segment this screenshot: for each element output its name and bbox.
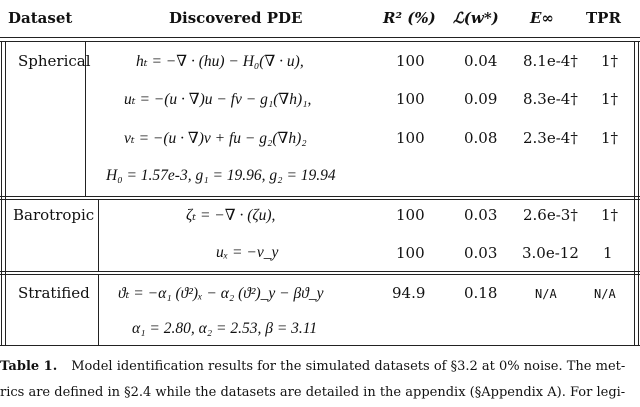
r2-stratified: 94.9 <box>392 284 426 302</box>
header-dataset: Dataset <box>8 9 73 27</box>
header-loss: ℒ(w*) <box>453 9 499 27</box>
dataset-stratified: Stratified <box>18 284 90 302</box>
header-pde: Discovered PDE <box>169 9 303 27</box>
bottom-rule <box>0 345 640 346</box>
left-border <box>1 41 2 346</box>
top-rule <box>0 37 640 38</box>
loss-spherical-v: 0.08 <box>464 129 498 147</box>
header-r2: R² (%) <box>383 9 436 27</box>
right-border <box>634 41 635 346</box>
table-caption <box>0 354 640 406</box>
loss-spherical-u: 0.09 <box>464 90 498 108</box>
pde-spherical-v: vₜ = −(u · ∇)v + fu − g₂(∇h)₂ <box>124 130 307 147</box>
tpr-spherical-h: 1† <box>601 52 619 70</box>
pde-barotropic-u: uₓ = −v_y <box>216 244 279 261</box>
pde-barotropic-zeta: ζₜ = −∇ · (ζu), <box>186 207 276 224</box>
caption-label: Table 1. <box>0 359 58 374</box>
tpr-barotropic-zeta: 1† <box>601 206 619 224</box>
loss-barotropic-u: 0.03 <box>464 244 498 262</box>
pde-spherical-h: hₜ = −∇ · (hu) − H₀(∇ · u), <box>136 53 304 70</box>
einf-barotropic-u: 3.0e-12 <box>522 244 579 262</box>
einf-stratified: N/A <box>535 287 557 301</box>
einf-spherical-h: 8.1e-4† <box>523 52 578 70</box>
einf-barotropic-zeta: 2.6e-3† <box>523 206 578 224</box>
right-border-inner <box>638 41 639 346</box>
caption-line-2: rics are defined in §2.4 while the datasets are detailed in the appendix (§Appendix A). For legi- <box>0 385 626 400</box>
dataset-divider-2 <box>98 199 99 272</box>
r2-barotropic-u: 100 <box>396 244 425 262</box>
dataset-spherical: Spherical <box>18 52 91 70</box>
params-stratified: α₁ = 2.80, α₂ = 2.53, β = 3.11 <box>132 320 318 337</box>
pde-spherical-u: uₜ = −(u · ∇)u − fv − g₁(∇h)₁, <box>124 91 312 108</box>
tpr-spherical-u: 1† <box>601 90 619 108</box>
tpr-stratified: N/A <box>594 287 616 301</box>
r2-barotropic-zeta: 100 <box>396 206 425 224</box>
barotropic-bottom-rule-2 <box>0 274 640 275</box>
tpr-spherical-v: 1† <box>601 129 619 147</box>
dataset-barotropic: Barotropic <box>13 206 95 224</box>
header-tpr: TPR <box>586 9 621 27</box>
r2-spherical-u: 100 <box>396 90 425 108</box>
pde-stratified: ϑₜ = −α₁ (ϑ²)ₓ − α₂ (ϑ²)_y − βϑ_y <box>118 285 324 302</box>
r2-spherical-h: 100 <box>396 52 425 70</box>
barotropic-bottom-rule <box>0 271 640 272</box>
header-rule-1 <box>0 41 640 42</box>
left-border-inner <box>5 41 6 346</box>
dataset-divider-3 <box>98 274 99 346</box>
params-spherical: H₀ = 1.57e-3, g₁ = 19.96, g₂ = 19.94 <box>106 167 336 184</box>
header-einf: E∞ <box>530 9 554 27</box>
caption-line-1: Model identification results for the simulated datasets of §3.2 at 0% noise. The met- <box>71 359 626 374</box>
einf-spherical-u: 8.3e-4† <box>523 90 578 108</box>
loss-spherical-h: 0.04 <box>464 52 498 70</box>
loss-stratified: 0.18 <box>464 284 498 302</box>
einf-spherical-v: 2.3e-4† <box>523 129 578 147</box>
r2-spherical-v: 100 <box>396 129 425 147</box>
spherical-bottom-rule <box>0 196 640 197</box>
spherical-bottom-rule-2 <box>0 199 640 200</box>
loss-barotropic-zeta: 0.03 <box>464 206 498 224</box>
tpr-barotropic-u: 1 <box>603 244 613 262</box>
